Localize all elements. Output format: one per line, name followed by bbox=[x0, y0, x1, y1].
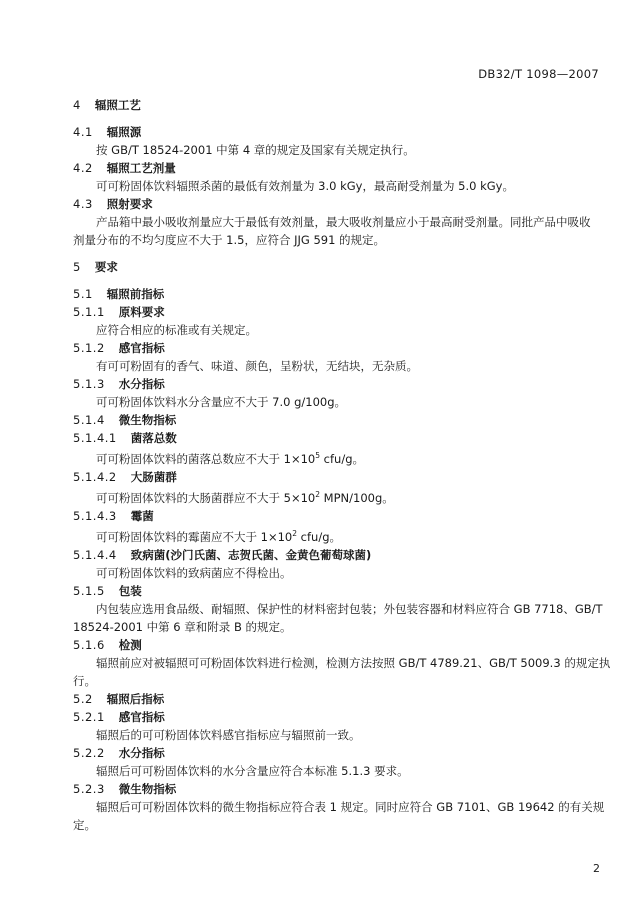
section-title: 辐照工艺剂量 bbox=[106, 161, 176, 175]
section-number: 5.2 bbox=[73, 692, 93, 706]
section-title: 菌落总数 bbox=[130, 431, 177, 445]
section-4-1-text: 按 GB/T 18524-2001 中第 4 章的规定及国家有关规定执行。 bbox=[96, 143, 415, 157]
section-5-heading bbox=[73, 258, 600, 276]
section-5-1-2-heading bbox=[73, 339, 600, 357]
section-5-1-5-text-line2: 18524-2001 中第 6 章和附录 B 的规定。 bbox=[73, 620, 292, 634]
section-5-1-3-text: 可可粉固体饮料水分含量应不大于 7.0 g/100g。 bbox=[96, 395, 347, 409]
text-post: cfu/g。 bbox=[297, 530, 342, 544]
text-post: MPN/100g。 bbox=[320, 491, 394, 505]
section-5-1-6-text-line1: 辐照前应对被辐照可可粉固体饮料进行检测，检测方法按照 GB/T 4789.21、GB/T 5009.3 的规定执 bbox=[96, 656, 611, 670]
section-5-2-3-text-line2: 定。 bbox=[73, 818, 96, 832]
section-title: 检测 bbox=[118, 638, 142, 652]
text-pre: 可可粉固体饮料的大肠菌群应不大于 5×10 bbox=[96, 491, 316, 505]
section-5-1-4-heading bbox=[73, 411, 600, 429]
section-5-2-1-text: 辐照后的可可粉固体饮料感官指标应与辐照前一致。 bbox=[96, 728, 361, 742]
section-5-1-3-heading bbox=[73, 375, 600, 393]
section-number: 5.1.4.2 bbox=[73, 470, 117, 484]
section-4-2-heading bbox=[73, 159, 600, 177]
section-5-2-heading bbox=[73, 690, 600, 708]
section-number: 5.1 bbox=[73, 287, 93, 301]
section-5-1-4-2-heading bbox=[73, 468, 600, 486]
section-5-1-1-heading bbox=[73, 303, 600, 321]
section-number: 5.1.2 bbox=[73, 341, 105, 355]
section-number: 5.1.4 bbox=[73, 413, 105, 427]
section-5-2-2-heading bbox=[73, 744, 600, 762]
section-title: 辐照后指标 bbox=[106, 692, 165, 706]
section-title: 微生物指标 bbox=[118, 413, 177, 427]
section-4-1-heading bbox=[73, 123, 600, 141]
section-5-1-4-4-heading bbox=[73, 546, 600, 564]
section-title: 感官指标 bbox=[118, 710, 165, 724]
section-title: 水分指标 bbox=[118, 746, 165, 760]
section-number: 5.1.3 bbox=[73, 377, 105, 391]
section-5-1-4-3-text bbox=[73, 525, 600, 546]
section-number: 5.2.1 bbox=[73, 710, 105, 724]
section-title: 包装 bbox=[118, 584, 142, 598]
section-number: 4 bbox=[73, 98, 81, 112]
section-title: 辐照前指标 bbox=[106, 287, 165, 301]
section-number: 5.1.5 bbox=[73, 584, 105, 598]
section-4-heading bbox=[73, 96, 600, 114]
section-title: 要求 bbox=[94, 260, 118, 274]
exponent: 2 bbox=[292, 529, 298, 538]
section-title: 大肠菌群 bbox=[130, 470, 177, 484]
text-pre: 可可粉固体饮料的霉菌应不大于 1×10 bbox=[96, 530, 293, 544]
standard-code: DB32/T 1098—2007 bbox=[478, 67, 599, 81]
section-5-1-6-heading bbox=[73, 636, 600, 654]
section-title: 辐照工艺 bbox=[94, 98, 141, 112]
section-number: 5.1.4.4 bbox=[73, 548, 117, 562]
section-5-2-2-text: 辐照后可可粉固体饮料的水分含量应符合本标准 5.1.3 要求。 bbox=[96, 764, 409, 778]
section-5-1-4-2-text bbox=[73, 486, 600, 507]
section-4-3-text-line1: 产品箱中最小吸收剂量应大于最低有效剂量，最大吸收剂量应小于最高耐受剂量。同批产品中吸收 bbox=[96, 215, 591, 229]
section-number: 5.1.6 bbox=[73, 638, 105, 652]
section-number: 5 bbox=[73, 260, 81, 274]
section-title: 感官指标 bbox=[118, 341, 165, 355]
document-body bbox=[73, 96, 611, 834]
section-5-1-heading bbox=[73, 285, 600, 303]
section-5-1-4-1-heading bbox=[73, 429, 600, 447]
section-number: 5.2.3 bbox=[73, 782, 105, 796]
section-title: 水分指标 bbox=[118, 377, 165, 391]
section-5-1-5-text-line1: 内包装应选用食品级、耐辐照、保护性的材料密封包装；外包装容器和材料应符合 GB 7718、GB/T bbox=[96, 602, 603, 616]
section-5-1-6-text-line2: 行。 bbox=[73, 674, 96, 688]
exponent: 2 bbox=[315, 490, 321, 499]
section-number: 4.1 bbox=[73, 125, 93, 139]
section-5-1-5-heading bbox=[73, 582, 600, 600]
section-title: 致病菌(沙门氏菌、志贺氏菌、金黄色葡萄球菌) bbox=[130, 548, 372, 562]
section-5-1-4-1-text bbox=[73, 447, 600, 468]
section-number: 5.1.1 bbox=[73, 305, 105, 319]
section-4-3-text-line2: 剂量分布的不均匀度应不大于 1.5，应符合 JJG 591 的规定。 bbox=[73, 233, 386, 247]
section-number: 5.1.4.3 bbox=[73, 509, 117, 523]
section-5-1-4-4-text: 可可粉固体饮料的致病菌应不得检出。 bbox=[96, 566, 292, 580]
section-number: 4.2 bbox=[73, 161, 93, 175]
section-4-3-heading bbox=[73, 195, 600, 213]
section-5-1-4-3-heading bbox=[73, 507, 600, 525]
section-5-2-3-heading bbox=[73, 780, 600, 798]
section-title: 照射要求 bbox=[106, 197, 153, 211]
page-number: 2 bbox=[593, 862, 600, 875]
section-number: 5.1.4.1 bbox=[73, 431, 117, 445]
section-5-2-1-heading bbox=[73, 708, 600, 726]
section-title: 微生物指标 bbox=[118, 782, 177, 796]
section-number: 5.2.2 bbox=[73, 746, 105, 760]
text-post: cfu/g。 bbox=[320, 452, 365, 466]
section-title: 辐照源 bbox=[106, 125, 142, 139]
section-title: 原料要求 bbox=[118, 305, 165, 319]
section-title: 霉菌 bbox=[130, 509, 154, 523]
section-5-1-2-text: 有可可粉固有的香气、味道、颜色，呈粉状，无结块，无杂质。 bbox=[96, 359, 418, 373]
section-number: 4.3 bbox=[73, 197, 93, 211]
section-4-2-text: 可可粉固体饮料辐照杀菌的最低有效剂量为 3.0 kGy，最高耐受剂量为 5.0 kGy。 bbox=[96, 179, 514, 193]
exponent: 5 bbox=[315, 451, 321, 460]
text-pre: 可可粉固体饮料的菌落总数应不大于 1×10 bbox=[96, 452, 316, 466]
section-5-1-1-text: 应符合相应的标准或有关规定。 bbox=[96, 323, 257, 337]
section-5-2-3-text-line1: 辐照后可可粉固体饮料的微生物指标应符合表 1 规定。同时应符合 GB 7101、GB 19642 的有关规 bbox=[96, 800, 605, 814]
